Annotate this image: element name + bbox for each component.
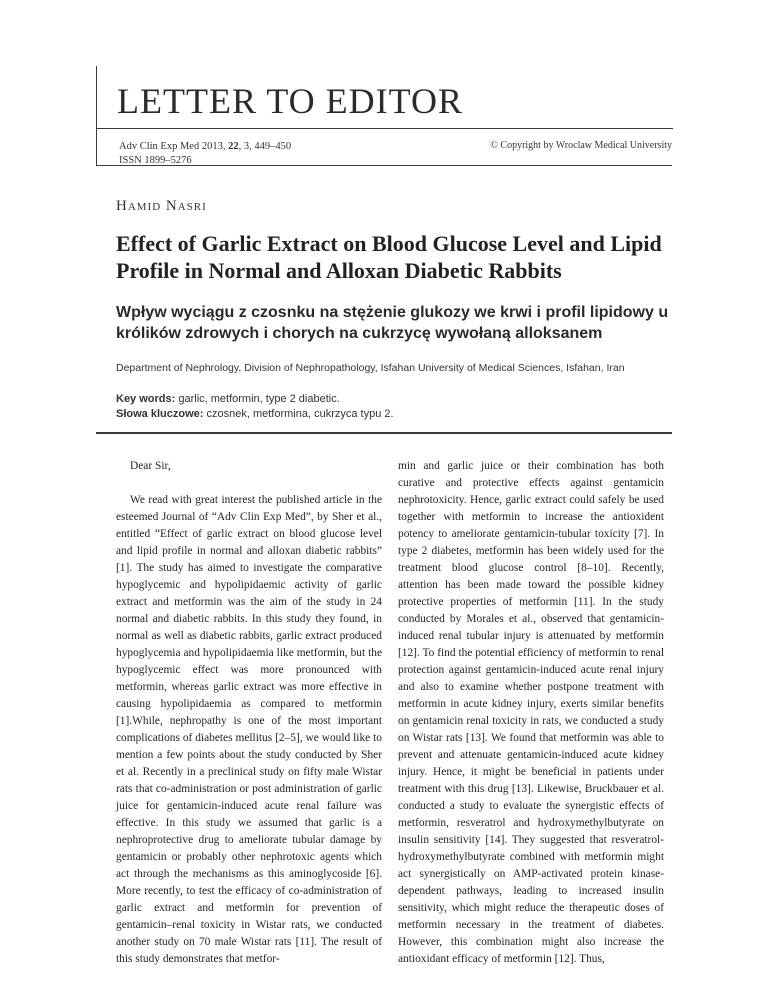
body-column-left [116, 458, 382, 968]
keywords-divider [96, 432, 672, 434]
journal-volume: 22 [228, 141, 239, 152]
keywords-polish-text: czosnek, metformina, cukrzyca typu 2. [203, 408, 394, 420]
journal-prefix: Adv Clin Exp Med 2013, [119, 141, 229, 152]
keywords-label: Key words: [116, 393, 176, 405]
author-name: Hamid Nasri [116, 198, 207, 214]
journal-issn: ISSN 1899–5276 [119, 155, 192, 166]
body-paragraph-left: We read with great interest the published article in the esteemed Journal of “Adv Clin Exp Med”, by Sher et al., entitled “Effect of garlic extract on blood glucose level and lipid profile in normal and alloxan diabetic rabbits” [1]. The study has aimed to investigate the comparative hypoglycemic and hypolipidaemic activity of garlic extract and metformin was the aim of the study in 24 normal and diabetic rabbits. In this study they found, in normal as well as diabetic rabbits, garlic extract produced hypoglycemia and hypolipidaemia like metformin, but the hypoglycemic effect was more pronounced with metformin, whereas garlic extract was more effective in causing hypolipidaemia as compared to metformin [1].While, nephropathy is one of the most important complications of diabetes mellitus [2–5], we would like to mention a few points about the study conducted by Sher et al. Recently in a preclinical study on fifty male Wistar rats that co-administration or post administration of garlic juice for gentamicin-induced acute renal failure was effective. In this study we assumed that garlic is a nephroprotective drug to ameliorate tubular damage by gentamicin or probably other nephrotoxic agents which act through the mechanisms as this aminoglycoside [6]. More recently, to test the efficacy of co-administration of garlic extract and metformin for prevention of gentamicin–renal toxicity in Wistar rats, we conducted another study on 70 male Wistar rats [11]. The result of this study demonstrates that metfor- [116, 494, 382, 965]
keywords-polish-line [116, 407, 676, 422]
copyright-notice: © Copyright by Wroclaw Medical University [490, 140, 672, 151]
keywords-line [116, 392, 676, 407]
body-paragraph-right: min and garlic juice or their combination has both curative and protective effects against gentamicin nephrotoxicity. Hence, garlic extract could safely be used together with metformin to increase the antioxident potency to ameliorate gentamicin-tubular toxicity [7]. In type 2 diabetes, metformin has been widely used for the treatment blood glucose control [8–10]. Recently, attention has been made toward the possible kidney protective properties of metformin [11]. In the study conducted by Morales et al., observed that gentamicin-induced renal tubular injury is attenuated by metformin [12]. To find the potential efficiency of metformin to renal protection against gentamicin-induced acute renal injury and also to examine whether postpone treatment with metformin in acute kidney injury, exerts similar benefits on gentamicin renal toxicity in rats, we conducted a study on Wistar rats [13]. We found that metformin was able to prevent and attenuate gentamicin-induced acute kidney injury. Hence, it might be beneficial in patients under treatment with this drug [13]. Likewise, Bruckbauer et al. conducted a study to evaluate the synergistic effects of metformin, resveratrol and hydroxymethylbutyrate on insulin sensitivity [14]. They suggested that resveratrol-hydroxymethylbutyrate combined with metformin might act synergistically on AMP-activated protein kinase-dependent pathways, leading to increased insulin sensitivity, which might reduce the therapeutic doses of metformin necessary in the treatment of diabetes. However, this combination might also increase the antioxidant efficacy of metformin [12]. Thus, [398, 460, 664, 965]
banner-divider [97, 128, 673, 129]
affiliation: Department of Nephrology, Division of Nephropathology, Isfahan University of Medical Sciences, Isfahan, Iran [116, 362, 625, 374]
keywords-block [116, 392, 676, 422]
journal-issue-pages: , 3, 449–450 [238, 141, 292, 152]
body-column-right [398, 458, 664, 968]
article-title-polish: Wpływ wyciągu z czosnku na stężenie glukozy we krwi i profil lipidowy u królików zdrowych i chorych na cukrzycę wywołaną alloksanem [116, 304, 669, 342]
section-title: LETTER TO EDITOR [117, 81, 463, 121]
keywords-text: garlic, metformin, type 2 diabetic. [175, 393, 340, 405]
journal-citation [119, 140, 291, 168]
keywords-polish-label: Słowa kluczowe: [116, 408, 204, 420]
article-title: Effect of Garlic Extract on Blood Glucose Level and Lipid Profile in Normal and Alloxan Diabetic Rabbits [116, 231, 662, 283]
section-banner [96, 66, 672, 166]
salutation: Dear Sir, [130, 460, 171, 472]
